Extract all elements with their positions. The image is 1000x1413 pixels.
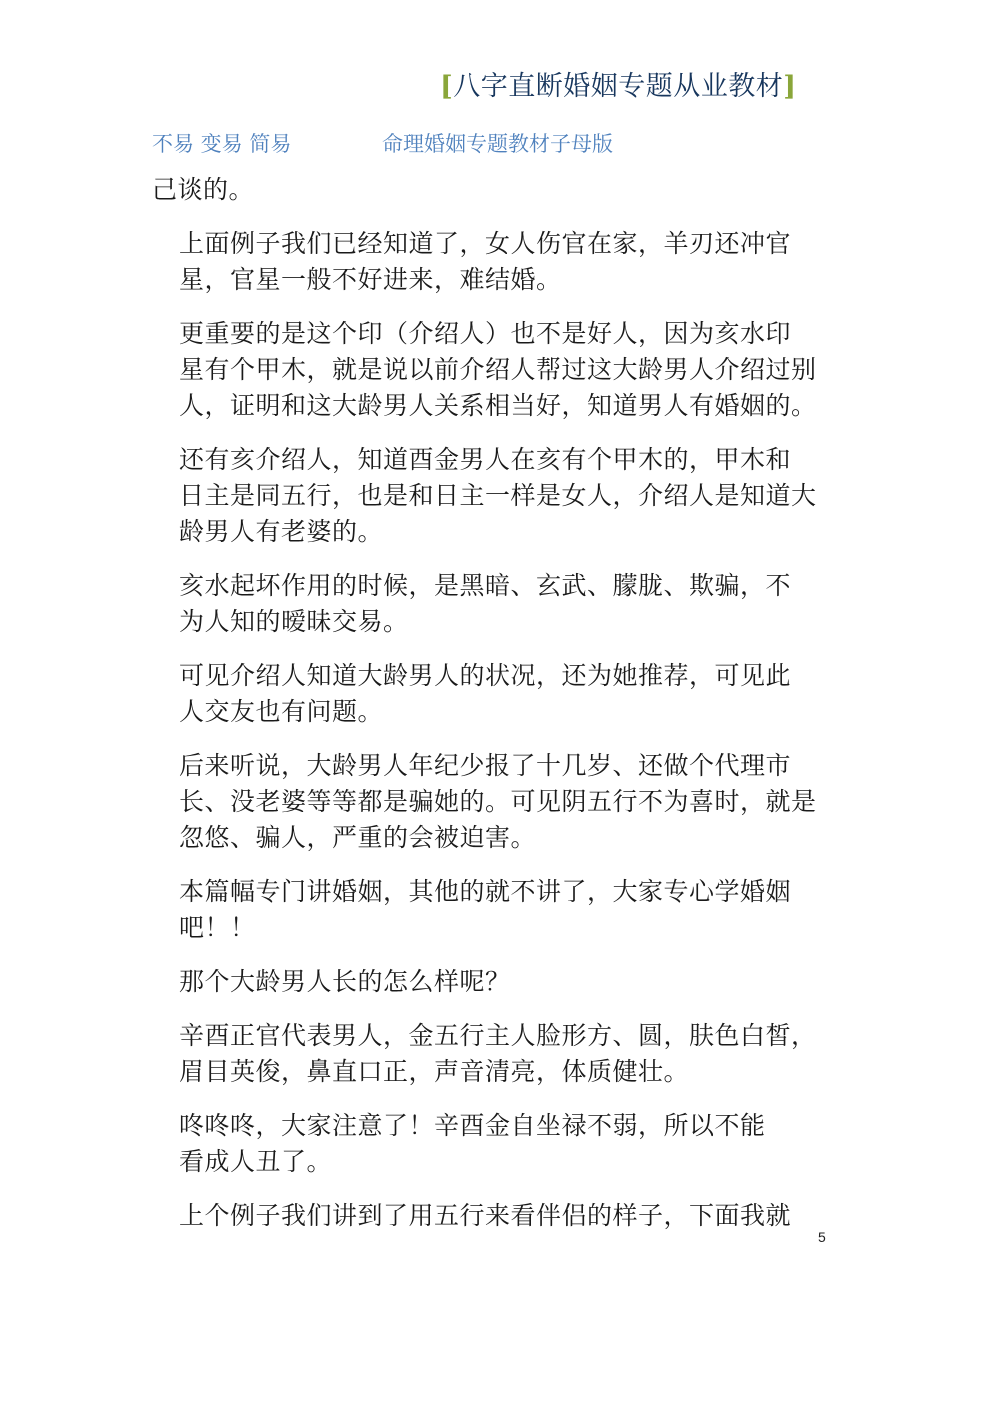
- text-line: 眉目英俊，鼻直口正，声音清亮，体质健壮。: [179, 1057, 690, 1086]
- text-line: 可见介绍人知道大龄男人的状况，还为她推荐，可见此: [179, 661, 792, 690]
- title-text: 八字直断婚姻专题从业教材: [453, 71, 784, 102]
- paragraph: [152, 568, 852, 640]
- text-line: 为人知的暧昧交易。: [179, 607, 409, 636]
- text-line: 忽悠、骗人，严重的会被迫害。: [179, 823, 537, 852]
- text-line: 日主是同五行，也是和日主一样是女人，介绍人是知道大: [179, 481, 817, 510]
- body-text: [152, 172, 852, 1252]
- paragraph: [152, 874, 852, 946]
- text-line: 看成人丑了。: [179, 1147, 333, 1176]
- text-line: 星有个甲木，就是说以前介绍人帮过这大龄男人介绍过别: [179, 355, 817, 384]
- paragraph: [152, 316, 852, 424]
- paragraph: [152, 442, 852, 550]
- text-line: 人，证明和这大龄男人关系相当好，知道男人有婚姻的。: [179, 391, 817, 420]
- text-line: 咚咚咚，大家注意了！辛酉金自坐禄不弱，所以不能: [179, 1111, 766, 1140]
- title-bracket-close: ]: [783, 71, 797, 102]
- text-line: 后来听说，大龄男人年纪少报了十几岁、还做个代理市: [179, 751, 792, 780]
- paragraph: [152, 1198, 852, 1234]
- subheader-left-text: 不易 变易 简易: [152, 132, 292, 156]
- text-line: 龄男人有老婆的。: [179, 517, 384, 546]
- page-number: 5: [818, 1229, 826, 1245]
- paragraph: [152, 658, 852, 730]
- text-line: 更重要的是这个印（介绍人）也不是好人，因为亥水印: [179, 319, 792, 348]
- text-line: 还有亥介绍人，知道酉金男人在亥有个甲木的，甲木和: [179, 445, 792, 474]
- text-line: 辛酉正官代表男人，金五行主人脸形方、圆，肤色白皙，: [179, 1021, 817, 1050]
- paragraph: [152, 1108, 852, 1180]
- text-line: 上面例子我们已经知道了，女人伤官在家，羊刃还冲官: [179, 229, 792, 258]
- paragraph: [152, 964, 852, 1000]
- text-line: 本篇幅专门讲婚姻，其他的就不讲了，大家专心学婚姻: [179, 877, 792, 906]
- text-line: 人交友也有问题。: [179, 697, 384, 726]
- text-line: 己谈的。: [152, 175, 255, 204]
- paragraph: [152, 748, 852, 856]
- paragraph: [152, 1018, 852, 1090]
- paragraph: [152, 172, 852, 208]
- document-title: [440, 64, 797, 103]
- paragraph: [152, 226, 852, 298]
- title-bracket-open: [: [440, 71, 454, 102]
- text-line: 星，官星一般不好进来，难结婚。: [179, 265, 562, 294]
- text-line: 那个大龄男人长的怎么样呢？: [179, 967, 511, 996]
- text-line: 吧！！: [179, 913, 256, 942]
- text-line: 亥水起坏作用的时候，是黑暗、玄武、朦胧、欺骗，不: [179, 571, 792, 600]
- text-line: 上个例子我们讲到了用五行来看伴侣的样子，下面我就: [179, 1201, 792, 1230]
- text-line: 长、没老婆等等都是骗她的。可见阴五行不为喜时，就是: [179, 787, 817, 816]
- subheader: [152, 128, 613, 158]
- subheader-right-text: 命理婚姻专题教材子母版: [382, 132, 613, 156]
